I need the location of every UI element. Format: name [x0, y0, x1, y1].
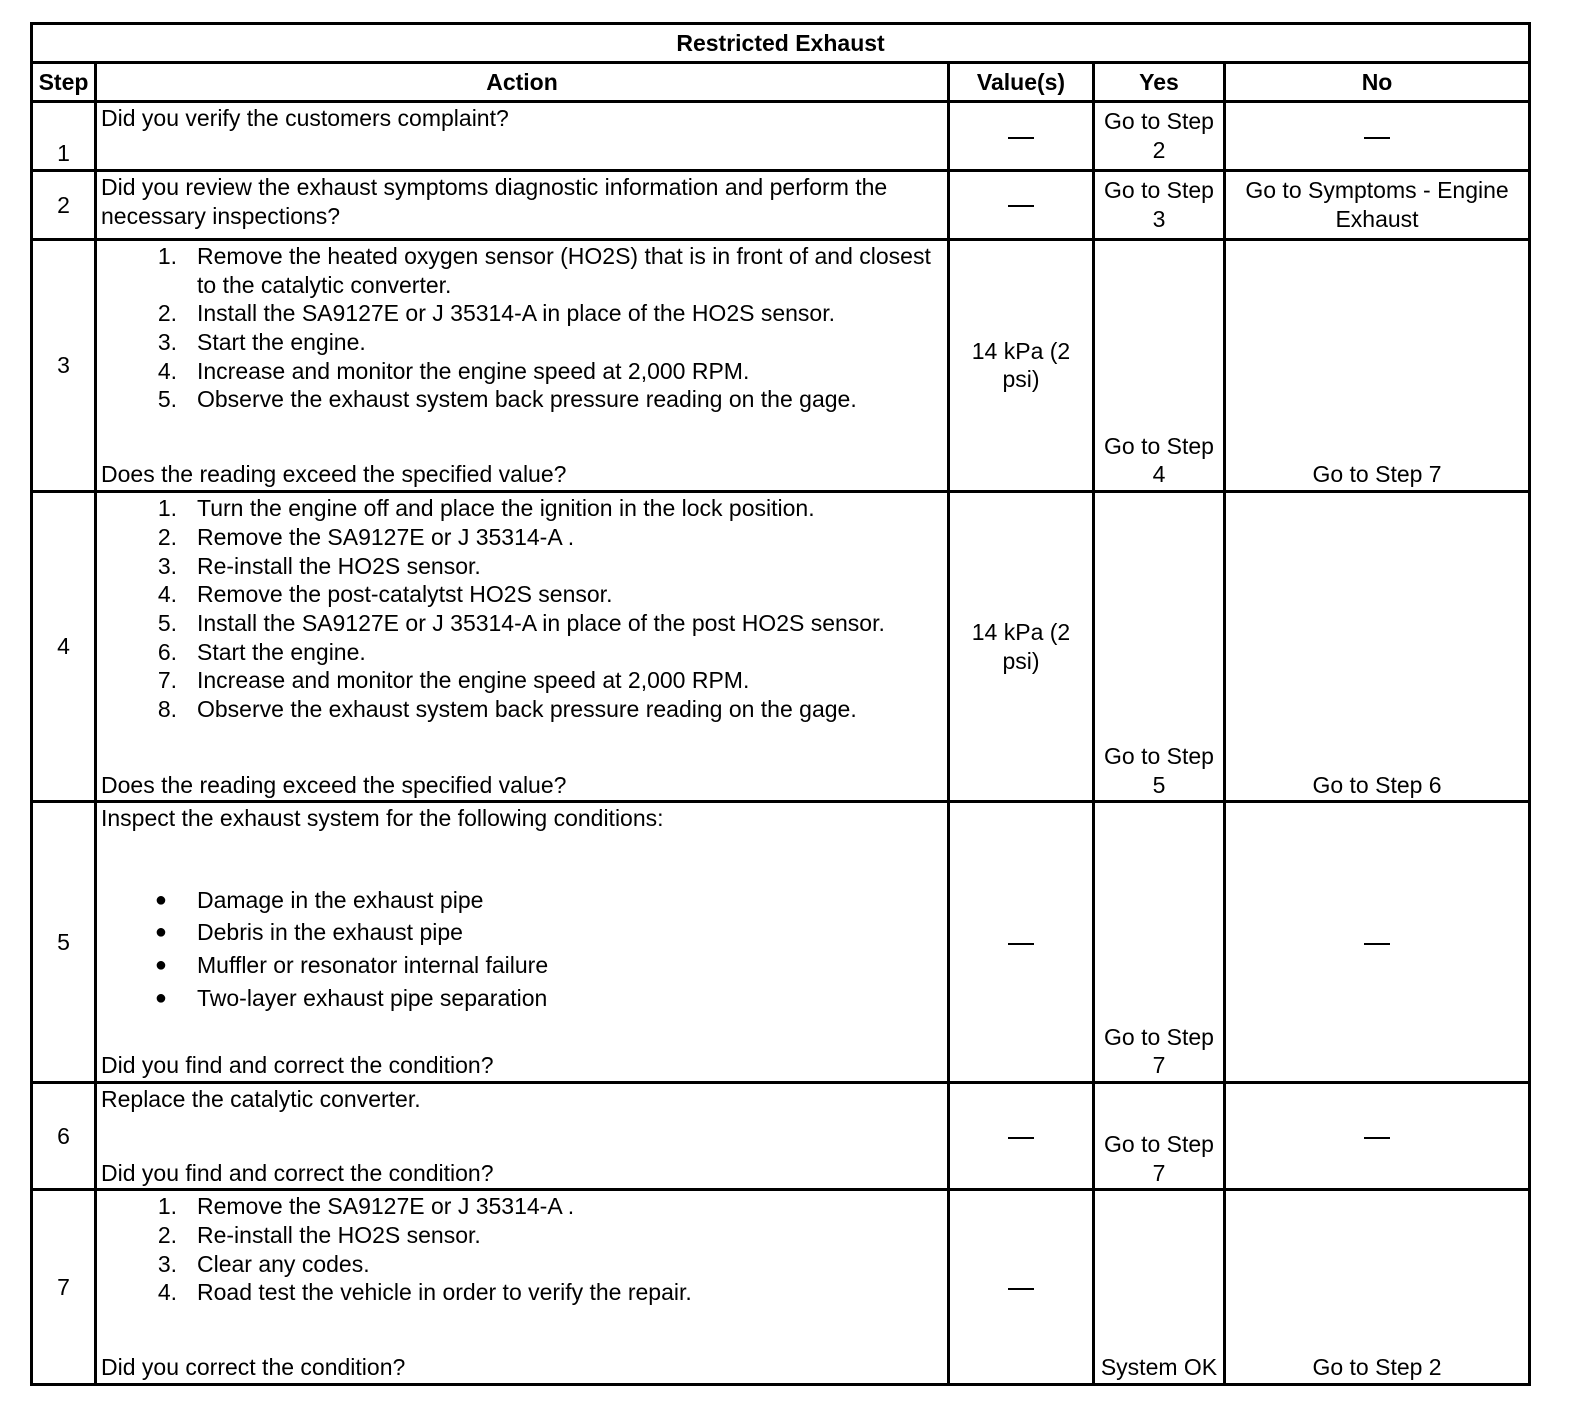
list-item: 5. Observe the exhaust system back pressure reading on the gage. — [157, 386, 857, 413]
action-steps — [101, 242, 943, 414]
step-number: 5 — [32, 802, 96, 1083]
value-cell — [949, 802, 1094, 1083]
yes-cell: Go to Step 7 — [1094, 802, 1225, 1083]
list-item: 3. Re-install the HO2S sensor. — [157, 552, 481, 579]
header-no: No — [1225, 63, 1530, 102]
action-cell — [96, 1082, 949, 1189]
table-row-step-1 — [32, 102, 1530, 171]
table-title: Restricted Exhaust — [32, 24, 1530, 63]
action-cell — [96, 492, 949, 802]
step-number: 6 — [32, 1082, 96, 1189]
table-row-step-4 — [32, 492, 1530, 802]
header-yes: Yes — [1094, 63, 1225, 102]
list-item: 2. Install the SA9127E or J 35314-A in place of the HO2S sensor. — [157, 300, 836, 327]
action-question: Did you correct the condition? — [101, 1354, 406, 1381]
value-cell — [949, 1082, 1094, 1189]
list-item: ● Damage in the exhaust pipe — [154, 886, 484, 913]
value-dash — [1008, 137, 1034, 139]
step-number: 1 — [32, 102, 96, 171]
step-number: 4 — [32, 492, 96, 802]
no-dash — [1364, 1137, 1390, 1139]
no-cell — [1225, 102, 1530, 171]
action-question: Did you verify the customers complaint? — [101, 105, 509, 131]
list-item: 4. Increase and monitor the engine speed at 2,000 RPM. — [157, 357, 750, 384]
list-item: 8. Observe the exhaust system back pressure reading on the gage. — [157, 696, 857, 723]
action-intro: Inspect the exhaust system for the following conditions: — [101, 805, 664, 832]
action-question: Does the reading exceed the specified value? — [101, 461, 567, 488]
value-cell: 14 kPa (2 psi) — [949, 492, 1094, 802]
no-cell: Go to Symptoms - Engine Exhaust — [1225, 170, 1530, 239]
list-item: ● Muffler or resonator internal failure — [154, 952, 549, 979]
list-item: 6. Start the engine. — [157, 638, 366, 665]
header-step: Step — [32, 63, 96, 102]
value-cell — [949, 170, 1094, 239]
action-steps — [101, 1192, 943, 1307]
action-cell — [96, 1190, 949, 1385]
no-cell — [1225, 1082, 1530, 1189]
table-row-step-2 — [32, 170, 1530, 239]
no-cell: Go to Step 2 — [1225, 1190, 1530, 1385]
table-row-step-5 — [32, 802, 1530, 1083]
yes-cell: Go to Step 3 — [1094, 170, 1225, 239]
value-cell: 14 kPa (2 psi) — [949, 239, 1094, 491]
list-item: 3. Clear any codes. — [157, 1250, 370, 1277]
no-cell: Go to Step 6 — [1225, 492, 1530, 802]
list-item: 3. Start the engine. — [157, 328, 366, 355]
yes-cell: System OK — [1094, 1190, 1225, 1385]
table-row-step-6 — [32, 1082, 1530, 1189]
no-cell: Go to Step 7 — [1225, 239, 1530, 491]
step-number: 2 — [32, 170, 96, 239]
list-item: 1. Turn the engine off and place the ignition in the lock position. — [157, 495, 815, 522]
condition-list — [101, 884, 943, 1015]
list-item: 2. Re-install the HO2S sensor. — [157, 1222, 481, 1249]
action-cell — [96, 802, 949, 1083]
action-question: Did you review the exhaust symptoms diagnostic information and perform the necessary inspections? — [101, 173, 888, 229]
no-dash — [1364, 943, 1390, 945]
yes-cell: Go to Step 4 — [1094, 239, 1225, 491]
value-cell — [949, 102, 1094, 171]
header-values: Value(s) — [949, 63, 1094, 102]
table-row-step-7 — [32, 1190, 1530, 1385]
action-cell — [96, 170, 949, 239]
list-item: ● Debris in the exhaust pipe — [154, 919, 463, 946]
step-number: 7 — [32, 1190, 96, 1385]
value-cell — [949, 1190, 1094, 1385]
no-dash — [1364, 137, 1390, 139]
action-question: Did you find and correct the condition? — [101, 1052, 494, 1079]
table-row-step-3 — [32, 239, 1530, 491]
action-question: Does the reading exceed the specified value? — [101, 771, 567, 798]
action-cell — [96, 102, 949, 171]
list-item: 1. Remove the SA9127E or J 35314-A . — [157, 1193, 575, 1220]
list-item: 1. Remove the heated oxygen sensor (HO2S) that is in front of and closest to the catalytic converter. — [157, 242, 931, 298]
yes-cell: Go to Step 7 — [1094, 1082, 1225, 1189]
header-action: Action — [96, 63, 949, 102]
value-dash — [1008, 205, 1034, 207]
value-dash — [1008, 1137, 1034, 1139]
value-dash — [1008, 1288, 1034, 1290]
list-item: 4. Remove the post-catalytst HO2S sensor. — [157, 581, 613, 608]
action-intro: Replace the catalytic converter. — [101, 1085, 421, 1112]
diagnostic-table — [30, 22, 1531, 1386]
action-steps — [101, 494, 943, 724]
list-item: 7. Increase and monitor the engine speed at 2,000 RPM. — [157, 667, 750, 694]
step-number: 3 — [32, 239, 96, 491]
list-item: 5. Install the SA9127E or J 35314-A in place of the post HO2S sensor. — [157, 609, 885, 636]
list-item: 2. Remove the SA9127E or J 35314-A . — [157, 523, 575, 550]
value-dash — [1008, 943, 1034, 945]
list-item: 4. Road test the vehicle in order to verify the repair. — [157, 1279, 692, 1306]
action-question: Did you find and correct the condition? — [101, 1159, 494, 1186]
action-cell — [96, 239, 949, 491]
yes-cell: Go to Step 5 — [1094, 492, 1225, 802]
no-cell — [1225, 802, 1530, 1083]
list-item: ● Two-layer exhaust pipe separation — [154, 984, 548, 1011]
yes-cell: Go to Step 2 — [1094, 102, 1225, 171]
